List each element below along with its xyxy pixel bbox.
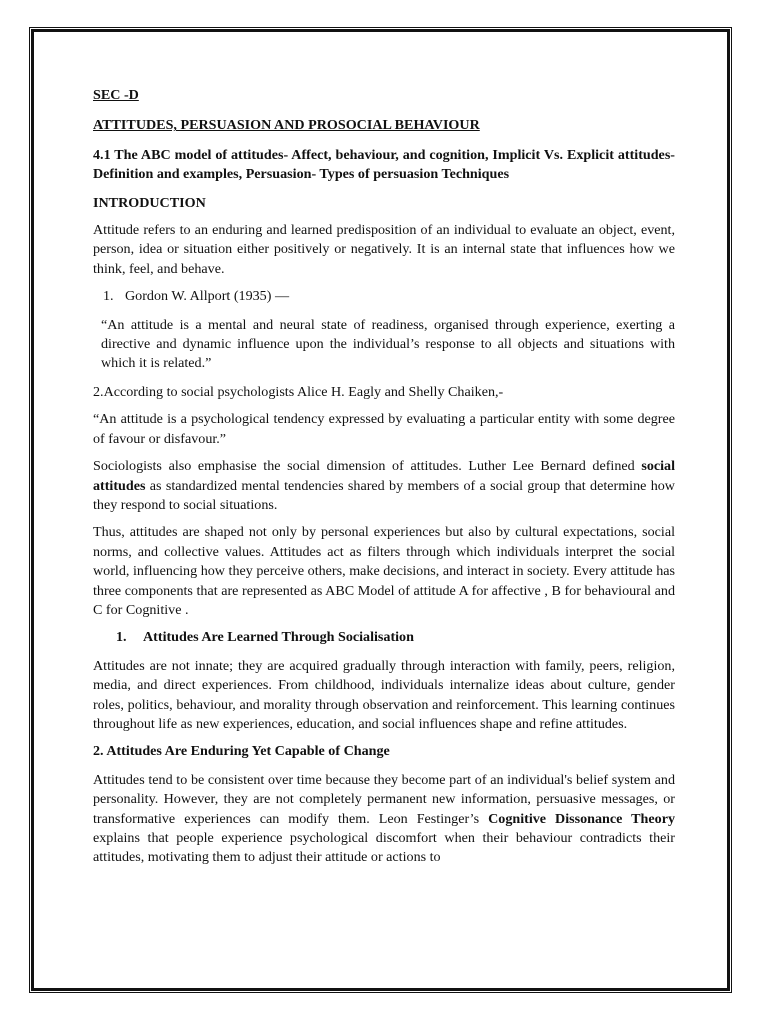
definition-2-quote: “An attitude is a psychological tendency expressed by evaluating a particular entity with some degree of favour or disfavour.” — [93, 411, 675, 447]
definition-1-quote: “An attitude is a mental and neural state of readiness, organised through experience, exerting a directive and dynamic influence upon the individual’s response to all objects and situations with which it is related.” — [101, 316, 675, 372]
definition-2-source: 2.According to social psychologists Alice H. Eagly and Shelly Chaiken,- — [93, 383, 504, 400]
point-1-heading-text: Attitudes Are Learned Through Socialisation — [143, 629, 414, 646]
point-1-body: Attitudes are not innate; they are acquired gradually through interaction with family, peers, religion, media, and direct experiences. From childhood, individuals internalize ideas about culture, gender roles, politics, behaviour, and morality through observation and reinforcement. This learning continues throughout life as new experiences, education, and social influences shape and refine attitudes. — [93, 657, 675, 732]
sociologists-before: Sociologists also emphasise the social dimension of attitudes. Luther Lee Bernard defined — [93, 458, 642, 475]
point-1-number: 1. — [116, 629, 127, 646]
definition-1-source-text: Gordon W. Allport (1935) — — [125, 288, 290, 305]
point-2-body-after: explains that people experience psychological discomfort when their behaviour contradicts their attitudes, motivating them to adjust their attitude or actions to — [93, 830, 675, 866]
document-body — [93, 86, 675, 876]
cognitive-dissonance-term: Cognitive Dissonance Theory — [488, 810, 675, 827]
point-2-heading: 2. Attitudes Are Enduring Yet Capable of Change — [93, 743, 390, 760]
sociologists-paragraph — [93, 457, 675, 515]
thus-paragraph: Thus, attitudes are shaped not only by personal experiences but also by cultural expectations, social norms, and collective values. Attitudes act as filters through which individuals interpret the social world, influencing how they perceive others, make decisions, and interact in society. Every attitude has three components that are represented as ABC Model of attitude A for affective , B for behavioural and C for Cognitive . — [93, 524, 675, 618]
point-2-body — [93, 771, 675, 868]
section-label: SEC -D — [93, 87, 139, 103]
sociologists-after: as standardized mental tendencies shared by members of a social group that determine how they respond to social situations. — [93, 477, 675, 513]
intro-paragraph: Attitude refers to an enduring and learned predisposition of an individual to evaluate an object, event, person, idea or situation either positively or negatively. It is an internal state that influences how we think, feel, and behave. — [93, 222, 675, 277]
definition-1-number: 1. — [103, 288, 114, 305]
social-attitudes-term: social attitudes — [93, 458, 675, 494]
definition-1-source — [103, 287, 675, 306]
point-2-body-before: Attitudes tend to be consistent over time because they become part of an individual's belief system and personality. However, they are not completely permanent new information, persuasive messages, or transformative experiences can modify them. Leon Festinger’s — [93, 771, 675, 827]
unit-title: ATTITUDES, PERSUASION AND PROSOCIAL BEHAVIOUR — [93, 117, 480, 134]
introduction-heading: INTRODUCTION — [93, 194, 206, 211]
topic-line: 4.1 The ABC model of attitudes- Affect, behaviour, and cognition, Implicit Vs. Explicit attitudes- Definition and examples, Persuasion- Types of persuasion Techniques — [93, 146, 675, 183]
point-1-heading — [116, 628, 675, 647]
